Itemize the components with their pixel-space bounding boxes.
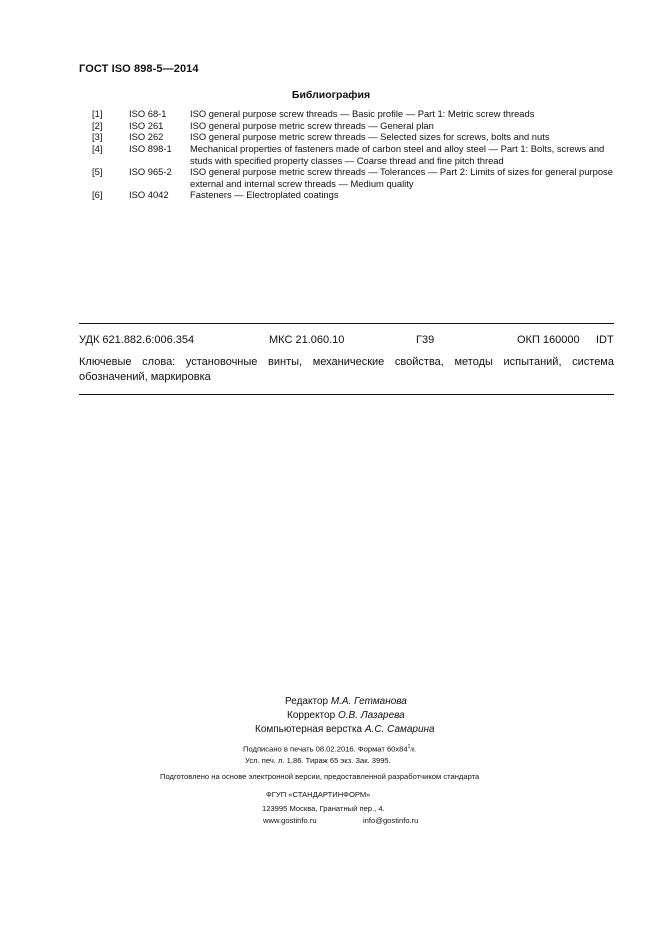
document-code: ГОСТ ISO 898-5—2014 bbox=[79, 63, 199, 75]
item-number: [2] bbox=[92, 119, 103, 131]
layout-label: Компьютерная верстка bbox=[255, 724, 363, 735]
bibliography-title: Библиография bbox=[291, 89, 371, 101]
keywords: Ключевые слова: установочные винты, механические свойства, методы испытаний, система обозначений, маркировка bbox=[79, 356, 614, 383]
format-sup: 1 bbox=[407, 744, 411, 750]
format-sub: /8. bbox=[410, 747, 416, 754]
editor-line bbox=[285, 696, 407, 707]
layout-name: А.С. Самарина bbox=[364, 724, 435, 735]
corrector-name: О.В. Лазарева bbox=[337, 710, 405, 721]
corrector-line bbox=[287, 710, 405, 721]
item-number: [5] bbox=[92, 165, 103, 177]
editor-name: М.А. Гетманова bbox=[330, 696, 407, 707]
publisher-line: ФГУП «СТАНДАРТИНФОРМ» bbox=[266, 790, 371, 799]
item-standard: ISO 262 bbox=[129, 131, 164, 142]
editor-label: Редактор bbox=[285, 696, 329, 707]
item-title: Mechanical properties of fasteners made of carbon steel and alloy steel — Part 1: Bolts, screws and studs with specified property classes — Coarse thread and fine pitch thread bbox=[190, 142, 605, 166]
g-code: Г39 bbox=[416, 334, 435, 346]
item-title: ISO general purpose metric screw threads — Tolerances — Part 2: Limits of sizes for general purpose external and internal screw threads — Medium quality bbox=[190, 165, 613, 189]
address-line: 123995 Москва, Гранатный пер., 4. bbox=[262, 804, 385, 813]
sheets-line: Усл. печ. л. 1,86. Тираж 65 экз. Зак. 3995. bbox=[245, 756, 391, 765]
layout-line bbox=[255, 724, 435, 735]
corrector-label: Корректор bbox=[287, 710, 336, 721]
prepared-line: Подготовлено на основе электронной версии, предоставленной разработчиком стандарта bbox=[160, 772, 480, 781]
item-number: [1] bbox=[92, 108, 103, 119]
item-title: ISO general purpose metric screw threads — General plan bbox=[190, 119, 434, 131]
item-title: ISO general purpose screw threads — Basic profile — Part 1: Metric screw threads bbox=[190, 108, 535, 119]
okp-code: ОКП 160000 bbox=[517, 334, 580, 346]
item-number: [6] bbox=[92, 188, 103, 200]
item-standard: ISO 68-1 bbox=[129, 108, 167, 119]
website-link[interactable]: www.gostinfo.ru bbox=[263, 816, 317, 825]
signed-line bbox=[243, 744, 416, 754]
bottom-rule bbox=[79, 394, 614, 395]
item-number: [3] bbox=[92, 131, 103, 142]
item-standard: ISO 4042 bbox=[129, 188, 169, 200]
idt-code: IDT bbox=[596, 334, 614, 346]
top-rule bbox=[79, 323, 614, 324]
item-title: ISO general purpose metric screw threads — Selected sizes for screws, bolts and nuts bbox=[190, 131, 550, 142]
item-number: [4] bbox=[92, 142, 103, 154]
udk-code: УДК 621.882.6:006.354 bbox=[79, 334, 195, 346]
email-link[interactable]: info@gostinfo.ru bbox=[363, 816, 419, 825]
item-standard: ISO 965-2 bbox=[129, 165, 172, 177]
item-standard: ISO 261 bbox=[129, 119, 164, 131]
item-title: Fasteners — Electroplated coatings bbox=[190, 188, 339, 200]
mks-code: МКС 21.060.10 bbox=[269, 334, 345, 346]
item-standard: ISO 898-1 bbox=[129, 142, 172, 154]
signed-text: Подписано в печать 08.02.2016. Формат 60x84 bbox=[243, 744, 408, 754]
